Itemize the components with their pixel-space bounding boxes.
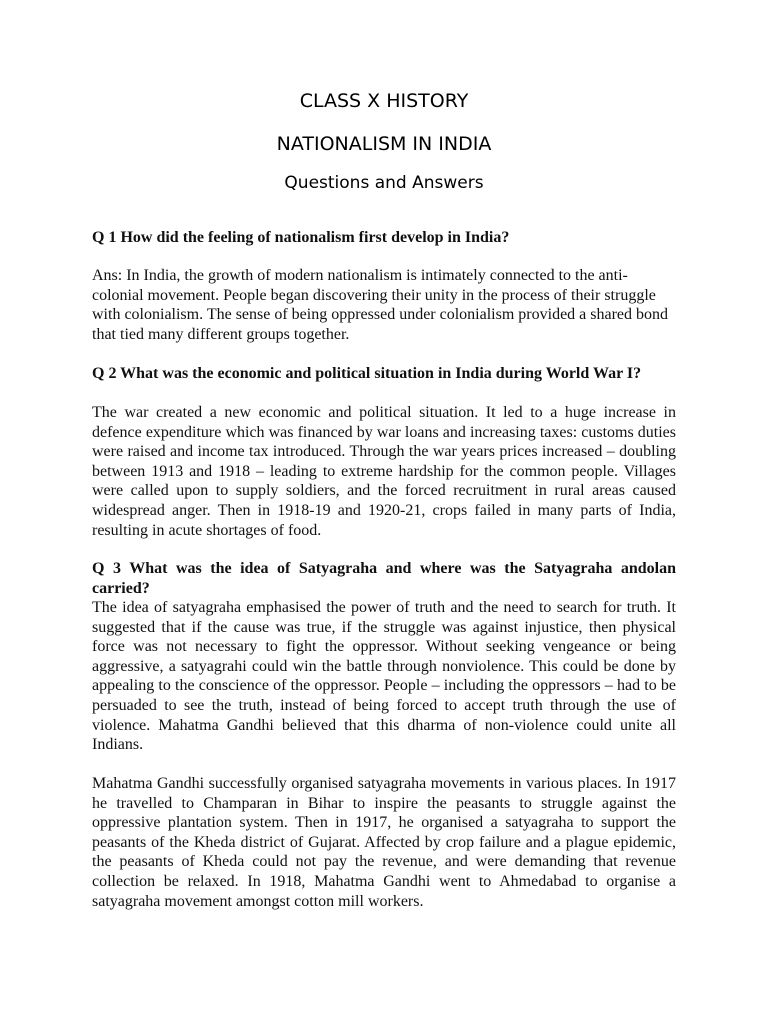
answer-3-paragraph-2: Mahatma Gandhi successfully organised satyagraha movements in various places. In 1917 he travelled to Champaran in Bihar to inspire the peasants to struggle against the oppressive plantation system. Then in 1917, he organised a satyagraha to support the peasants of the Kheda district of Gujarat. Affected by crop failure and a plague epidemic, the peasants of Kheda could not pay the revenue, and were demanding that revenue collection be relaxed. In 1918, Mahatma Gandhi went to Ahmedabad to organise a satyagraha movement amongst cotton mill workers.: [92, 775, 676, 910]
answer-3-paragraph-1: The idea of satyagraha emphasised the power of truth and the need to search for truth. It suggested that if the cause was true, if the struggle was against injustice, then physical force was not necessary to fight the oppressor. Without seeking vengeance or being aggressive, a satyagrahi could win the battle through nonviolence. This could be done by appealing to the conscience of the oppressor. People – including the oppressors – had to be persuaded to see the truth, instead of being forced to accept truth through the use of violence. Mahatma Gandhi believed that this dharma of non-violence could unite all Indians.: [92, 599, 676, 754]
question-2: Q 2 What was the economic and political situation in India during World War I?: [92, 365, 642, 382]
answer-1: Ans: In India, the growth of modern nationalism is intimately connected to the anti-colonial movement. People began discovering their unity in the process of their struggle with colonialism. The sense of being oppressed under colonialism provided a shared bond that tied many different groups together.: [92, 267, 669, 343]
question-3: Q 3 What was the idea of Satyagraha and where was the Satyagraha andolan carried?: [92, 560, 676, 597]
document-subtitle: NATIONALISM IN INDIA: [276, 133, 492, 155]
section-heading: Questions and Answers: [284, 173, 484, 193]
document-title: CLASS X HISTORY: [299, 90, 469, 112]
question-1: Q 1 How did the feeling of nationalism first develop in India?: [92, 229, 510, 246]
answer-2: The war created a new economic and political situation. It led to a huge increase in defence expenditure which was financed by war loans and increasing taxes: customs duties were raised and income tax introduced. Through the war years prices increased – doubling between 1913 and 1918 – leading to extreme hardship for the common people. Villages were called upon to supply soldiers, and the forced recruitment in rural areas caused widespread anger. Then in 1918-19 and 1920-21, crops failed in many parts of India, resulting in acute shortages of food.: [92, 404, 676, 539]
